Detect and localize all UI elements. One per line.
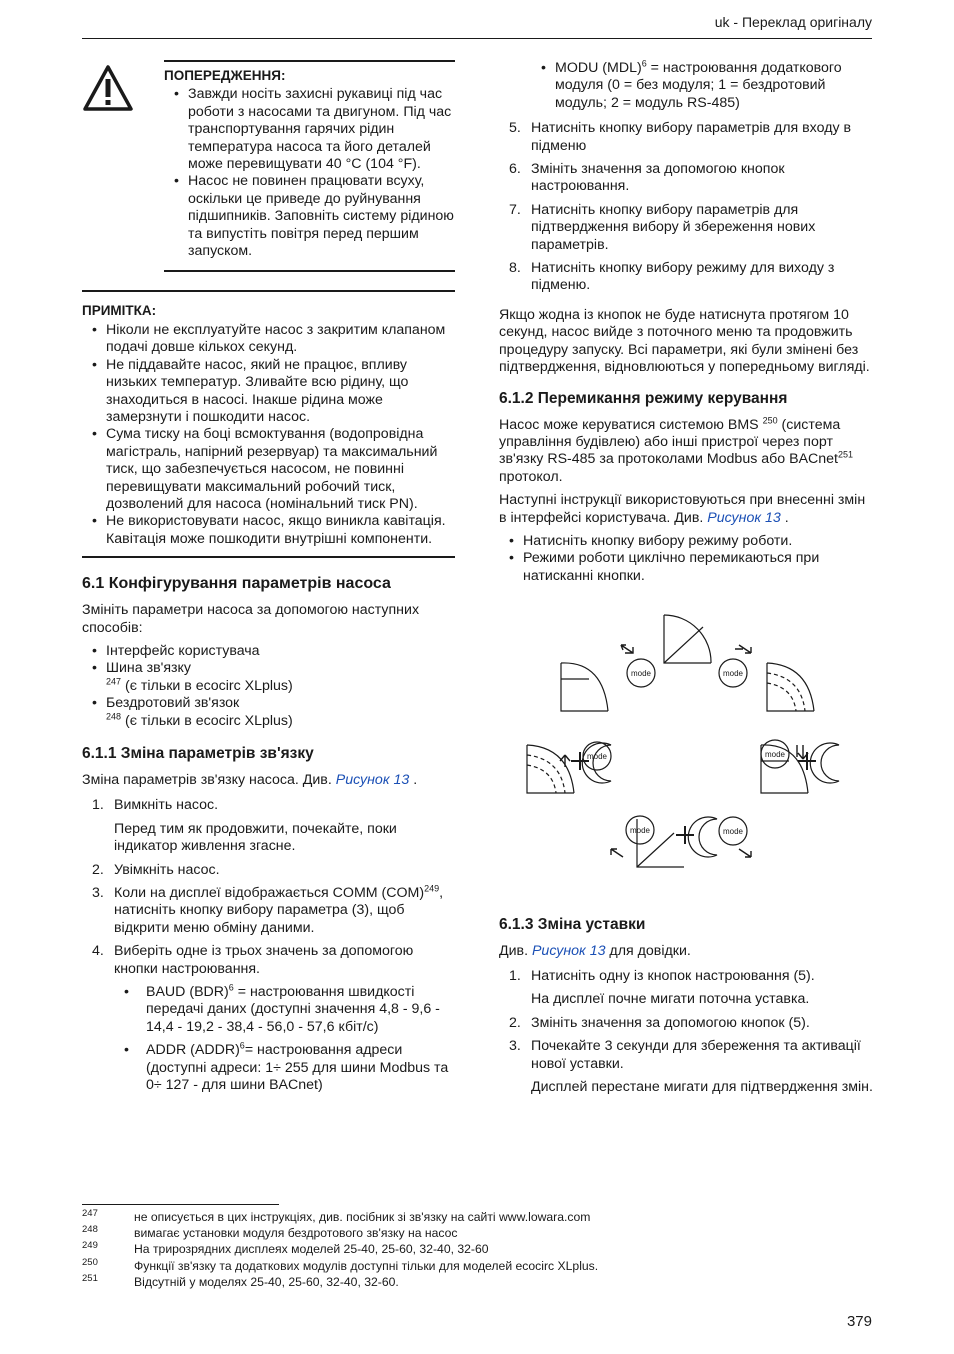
mode-button-label: mode [722,827,744,837]
footnote: 250 Функції зв'язку та додаткових модулів доступні тільки для моделей ecocirc XLplus. [82,1256,599,1273]
param-list [114,984,455,1094]
mode-icon-proportional-night-bottom [637,817,717,867]
mode-icon-auto-right [767,663,814,711]
mode-step: • Натисніть кнопку вибору режиму роботи. [499,533,873,550]
mode-button-label: mode [722,669,744,679]
section-6-1-intro: Змініть параметри насоса за допомогою наступних способів: [82,602,420,636]
ui-paragraph: Наступні інструкції використовуються при внесенні змін в інтерфейсі користувача. Див. Рисунок 13 . [499,492,866,526]
page-header [82,14,872,39]
method-item: • Шина зв'язку $^{247}$ (є тільки в ecocirc XLplus) [82,660,455,695]
note-box [82,290,455,558]
step-item: 3. Почекайте 3 секунди для збереження та активації нової уставки. Дисплей перестане мигати для підтвердження змін. [509,1038,873,1095]
step-item: 2. Змініть значення за допомогою кнопок (5). [509,1014,810,1031]
step-item: 7. Натисніть кнопку вибору параметрів для підтвердження вибору й збереження нових параметрів. [509,201,816,253]
warning-item: • Завжди носіть захисні рукавиці під час роботи з насосами та двигуном. Під час транспортування гарячих рідин температура насоса та його деталей може перевищувати 40 °C (104 °F). [164,86,455,173]
step-note: Дисплей перестане мигати для підтвердження змін. [531,1079,873,1095]
warning-list [164,86,455,260]
footnote: 247 не описується в цих інструкціях, див. посібник зі зв'язку на сайті www.lowara.com [82,1208,591,1224]
left-column [82,60,455,1101]
section-6-1-1-title: 6.1.1 Зміна параметрів зв'язку [82,745,314,762]
figure-13-link[interactable]: Рисунок 13 [707,509,781,526]
comm-steps-list-b [499,120,873,295]
note-item: • Ніколи не експлуатуйте насос з закритим клапаном подачі довше кількох секунд. [82,322,455,357]
method-item: • Бездротовий зв'язок $^{248}$ (є тільки в ecocirc XLplus) [82,695,455,730]
mode-icon-constant-left [561,663,608,711]
page-number: 379 [846,1313,872,1330]
warning-triangle-icon [82,64,134,112]
footnotes [82,1209,872,1290]
step-note: На дисплеї почне мигати поточна уставка. [531,991,810,1008]
mode-button-label: mode [630,669,652,679]
note-list [82,322,455,556]
setpoint-steps-list [499,968,873,1096]
footnote: 249 На трирозрядних дисплеях моделей 25-40, 25-60, 32-40, 32-60 [82,1240,489,1257]
note-item: • Сума тиску на боці всмоктування (водопровідна магістраль, напірний резервуар) та максимальний тиск, що забезпечується насосом, не повинні перевищувати максимальний робочий тиск, дозволений для насоса (номінальний тиск PN). [82,426,455,513]
step-item: 3. Коли на дисплеї відображається COMM (COM)$^{249}$, натисніть кнопку вибору параметра (3), щоб відкрити меню обміну даними. [92,883,444,936]
comm-steps-list-a [82,797,455,1094]
section-6-1-1-intro: Зміна параметрів зв'язку насоса. Див. Рисунок 13 . [82,772,418,788]
param-baud: • BAUD (BDR)$^6$ = настроювання швидкості передачі даних (доступні значення 4,8 - 9,6 - 14,4 - 19,2 - 38,4 - 56,0 - 57,6 кбіт/с) [114,984,455,1036]
step-item: 5. Натисніть кнопку вибору параметрів для входу в підменю [509,120,852,154]
section-6-1-2-title: 6.1.2 Перемикання режиму керування [499,389,788,407]
step-item: 6. Змініть значення за допомогою кнопок настроювання. [509,161,785,195]
mode-step: • Режими роботи циклічно перемикаються при натисканні кнопки. [499,550,873,585]
mode-button-label: mode [629,826,651,836]
warning-item: • Насос не повинен працювати всуху, оскільки це приведе до руйнування підшипників. Заповніть систему рідиною та випустіть повітря перед першим запуском. [164,173,455,260]
step-item: 4. Виберіть одне із трьох значень за допомогою кнопки настроювання. • BAUD (BDR)$^6$ = настроювання швидкості передачі даних (доступні значення 4,8 - 9,6 - 14,4 - 19,2 - 38,4 - 56,0 - 57,6 кбіт/с) • ADDR (ADDR)$^6$= настроювання адреси (доступні адреси: 1÷ 255 для шини Modbus та 0÷ 127 - для шини BACnet) [82,943,455,1094]
step-item: 2. Увімкніть насос. [92,861,220,878]
bms-paragraph: Насос може керуватися системою BMS $^{250}$ (система управління будівлею) або інші пристрої через порт зв'язку RS-485 за протоколами Modbus або BACnet$^{251}$ протокол. [499,414,854,485]
section-6-1-3-title: 6.1.3 Зміна уставки [499,915,646,933]
mode-button-label: mode [586,752,608,762]
setpoint-intro: Див. Рисунок 13 для довідки. [499,942,691,959]
param-addr: • ADDR (ADDR)$^6$= настроювання адреси (доступні адреси: 1÷ 255 для шини Modbus та 0÷ 127 - для шини BACnet) [114,1042,455,1094]
mode-icon-proportional-top [664,615,711,663]
param-modu: • MODU (MDL)$^6$ = настроювання додаткового модуля (0 = без модуля; 1 = бездротовий модуль; 2 = модуль RS-485) [531,60,873,112]
footnote: 251 Відсутній у моделях 25-40, 25-60, 32-40, 32-60. [82,1272,399,1289]
mode-cycle-diagram [499,601,873,901]
section-6-1-title: 6.1 Конфігурування параметрів насоса [82,575,391,593]
mode-button-label: mode [764,750,786,760]
step-item: 1. Вимкніть насос. Перед тим як продовжити, почекайте, поки індикатор живлення згасне. [82,797,455,855]
step-item: 1. Натисніть одну із кнопок настроювання (5). На дисплеї почне мигати поточна уставка. [499,968,873,1009]
step-note: Перед тим як продовжити, почекайте, поки індикатор живлення згасне. [114,820,397,855]
footnote: 248 вимагає установки модуля бездротового зв'язку на насос [82,1224,458,1241]
mode-steps-list [499,533,873,585]
note-item: • Не піддавайте насос, який не працює, впливу низьких температур. Зливайте всю рідину, що знаходиться в насосі. Інакше рідина може замерзнути і пошкодити насос. [82,357,455,427]
param-list-cont [531,60,873,112]
mode-icon-auto-night-left [527,743,611,793]
note-item: • Не використовувати насос, якщо виникла кавітація. Кавітація може пошкодити внутрішні компоненти. [82,513,455,548]
method-item: • Інтерфейс користувача [82,643,455,660]
note-title: ПРИМІТКА: [82,303,157,319]
figure-13-link[interactable]: Рисунок 13 [335,772,410,788]
config-methods-list [82,643,455,730]
comm-outro: Якщо жодна із кнопок не буде натиснута протягом 10 секунд, насос вийде з поточного меню та продовжить процедуру запуску. Всі параметри, які були змінені без підтвердження, відновлюються у попередньому вигляді. [499,306,870,376]
footnote-divider [82,1204,279,1205]
figure-13-link[interactable]: Рисунок 13 [531,942,606,959]
right-column [499,60,873,1102]
step-item: 8. Натисніть кнопку вибору режиму для виходу з підменю. [509,260,835,294]
warning-title: ПОПЕРЕДЖЕННЯ: [164,68,286,83]
warning-box [164,60,455,272]
header-text: uk - Переклад оригіналу [714,14,872,30]
